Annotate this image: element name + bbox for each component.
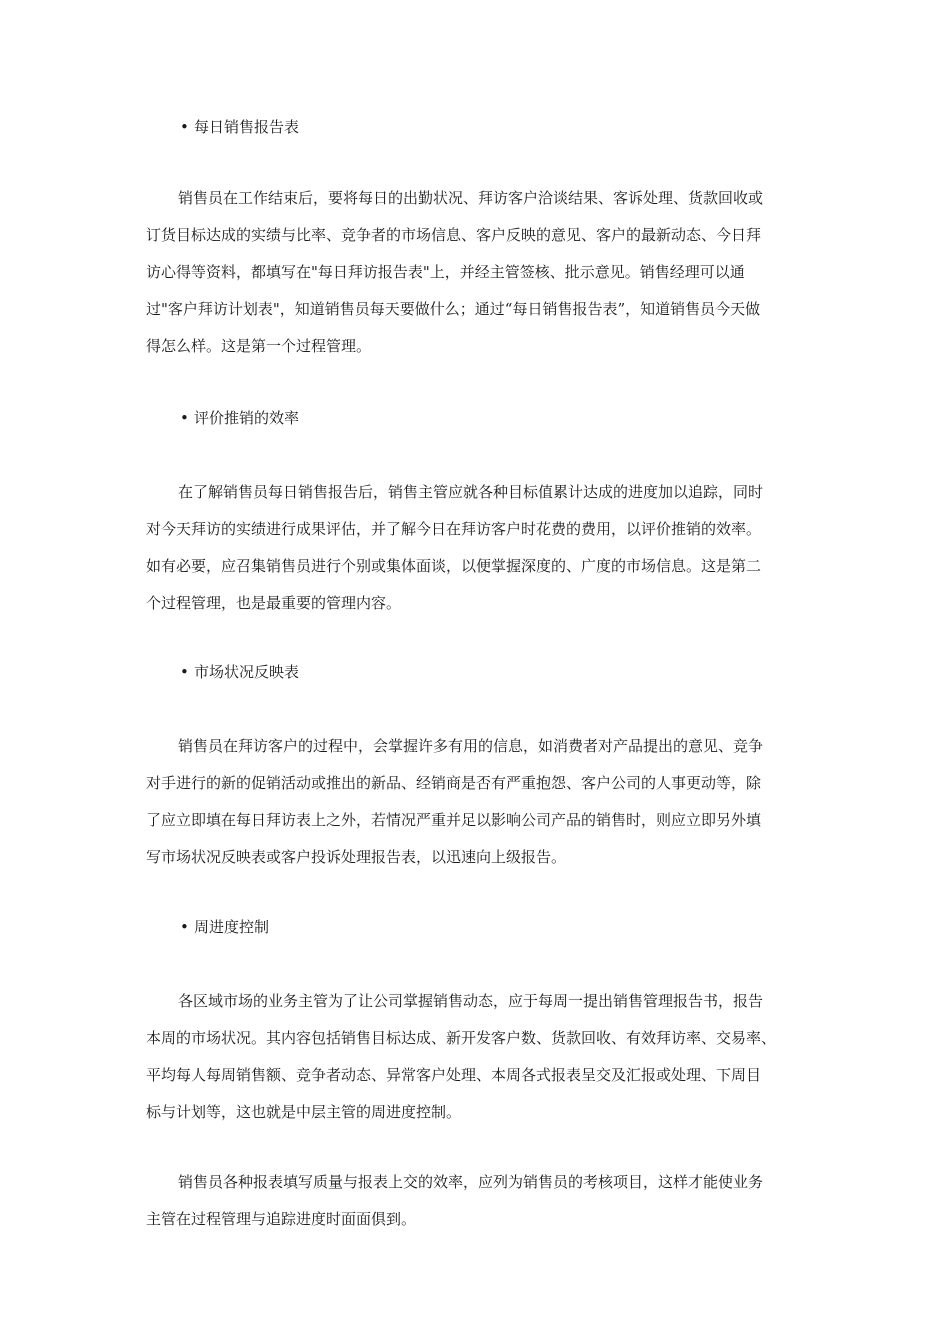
paragraph-line: 写市场状况反映表或客户投诉处理报告表，以迅速向上级报告。 [146, 848, 567, 866]
paragraph-line: 各区域市场的业务主管为了让公司掌握销售动态，应于每周一提出销售管理报告书，报告 [178, 992, 764, 1010]
paragraph-line: 主管在过程管理与追踪进度时面面俱到。 [146, 1210, 417, 1228]
heading-text: 周进度控制 [194, 918, 270, 936]
section-heading-market-report [180, 662, 299, 682]
section-heading-weekly-control [180, 917, 269, 937]
section-heading-efficiency [180, 408, 299, 428]
paragraph-line: 对手进行的新的促销活动或推出的新品、经销商是否有严重抱怨、客户公司的人事更动等，除 [146, 774, 762, 792]
paragraph-line: 在了解销售员每日销售报告后，销售主管应就各种目标值累计达成的进度加以追踪，同时 [178, 483, 764, 501]
heading-text: 评价推销的效率 [194, 409, 300, 427]
paragraph-line: 如有必要，应召集销售员进行个别或集体面谈，以便掌握深度的、广度的市场信息。这是第二 [146, 557, 762, 575]
paragraph-line: 平均每人每周销售额、竞争者动态、异常客户处理、本周各式报表呈交及汇报或处理、下周目 [146, 1066, 762, 1084]
heading-text: 市场状况反映表 [194, 663, 300, 681]
section-heading-daily-report [180, 117, 299, 137]
paragraph-line: 得怎么样。这是第一个过程管理。 [146, 337, 372, 355]
paragraph-line: 本周的市场状况。其内容包括销售目标达成、新开发客户数、货款回收、有效拜访率、交易率、 [146, 1029, 777, 1047]
paragraph-line: 了应立即填在每日拜访表上之外，若情况严重并足以影响公司产品的销售时，则应立即另外填 [146, 811, 762, 829]
bullet-icon: • [180, 409, 189, 427]
bullet-icon: • [180, 663, 189, 681]
heading-text: 每日销售报告表 [194, 118, 300, 136]
paragraph-line: 对今天拜访的实绩进行成果评估，并了解今日在拜访客户时花费的费用，以评价推销的效率。 [146, 520, 762, 538]
paragraph-line: 订货目标达成的实绩与比率、竞争者的市场信息、客户反映的意见、客户的最新动态、今日拜 [146, 226, 762, 244]
bullet-icon: • [180, 918, 189, 936]
bullet-icon: • [180, 118, 189, 136]
paragraph-line: 销售员在工作结束后，要将每日的出勤状况、拜访客户洽谈结果、客诉处理、货款回收或 [178, 189, 764, 207]
paragraph-line: 标与计划等，这也就是中层主管的周进度控制。 [146, 1103, 462, 1121]
paragraph-line: 销售员各种报表填写质量与报表上交的效率，应列为销售员的考核项目，这样才能使业务 [178, 1173, 764, 1191]
paragraph-line: 访心得等资料，都填写在"每日拜访报告表"上，并经主管签核、批示意见。销售经理可以通 [146, 263, 745, 281]
paragraph-line: 销售员在拜访客户的过程中，会掌握许多有用的信息，如消费者对产品提出的意见、竞争 [178, 737, 764, 755]
paragraph-line: 过"客户拜访计划表"，知道销售员每天要做什么；通过“每日销售报告表”，知道销售员今天做 [146, 300, 761, 318]
paragraph-line: 个过程管理，也是最重要的管理内容。 [146, 594, 402, 612]
